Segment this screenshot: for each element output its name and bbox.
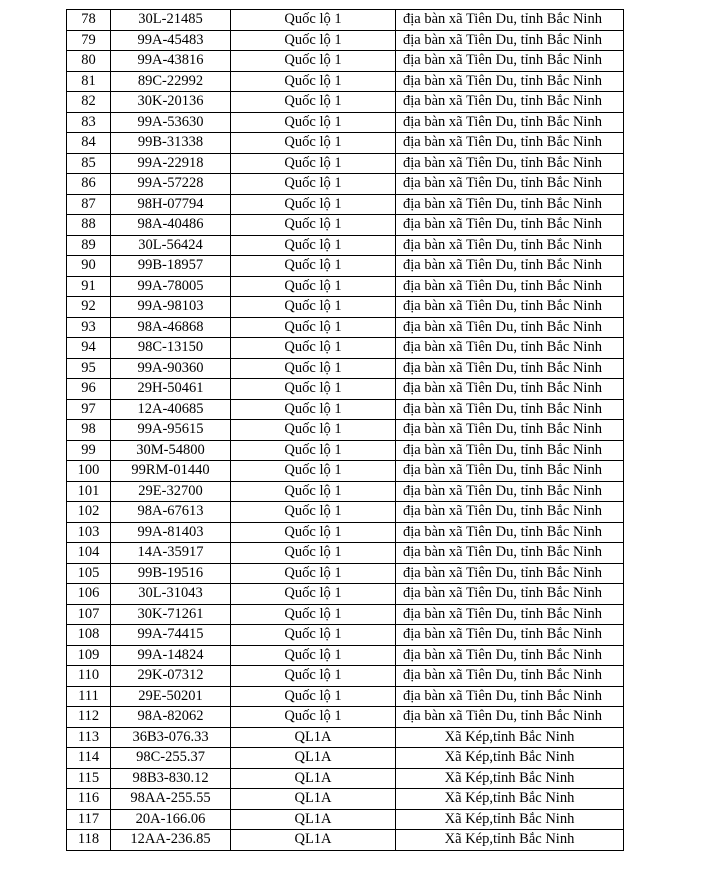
plate-cell: 99A-98103 [111,297,231,318]
plate-cell: 99B-18957 [111,256,231,277]
location-cell: địa bàn xã Tiên Du, tỉnh Bắc Ninh [396,297,624,318]
road-cell: Quốc lộ 1 [231,686,396,707]
road-cell: Quốc lộ 1 [231,604,396,625]
location-cell: địa bàn xã Tiên Du, tỉnh Bắc Ninh [396,10,624,31]
table-row [67,235,624,256]
road-cell: Quốc lộ 1 [231,625,396,646]
stt-cell: 113 [67,727,111,748]
location-cell: địa bàn xã Tiên Du, tỉnh Bắc Ninh [396,30,624,51]
road-cell: QL1A [231,748,396,769]
plate-cell: 12A-40685 [111,399,231,420]
stt-cell: 102 [67,502,111,523]
table-row [67,256,624,277]
location-cell: địa bàn xã Tiên Du, tỉnh Bắc Ninh [396,604,624,625]
stt-cell: 105 [67,563,111,584]
plate-cell: 99B-31338 [111,133,231,154]
table-row [67,625,624,646]
location-cell: địa bàn xã Tiên Du, tỉnh Bắc Ninh [396,707,624,728]
table-row [67,133,624,154]
location-cell: địa bàn xã Tiên Du, tỉnh Bắc Ninh [396,276,624,297]
road-cell: Quốc lộ 1 [231,10,396,31]
location-cell: địa bàn xã Tiên Du, tỉnh Bắc Ninh [396,686,624,707]
plate-cell: 29E-50201 [111,686,231,707]
table-row [67,748,624,769]
plate-cell: 99A-95615 [111,420,231,441]
stt-cell: 91 [67,276,111,297]
plate-cell: 99A-81403 [111,522,231,543]
table-row [67,399,624,420]
road-cell: Quốc lộ 1 [231,30,396,51]
plate-cell: 98C-255.37 [111,748,231,769]
table-row [67,379,624,400]
location-cell: địa bàn xã Tiên Du, tỉnh Bắc Ninh [396,502,624,523]
road-cell: QL1A [231,789,396,810]
table-row [67,338,624,359]
location-cell: địa bàn xã Tiên Du, tỉnh Bắc Ninh [396,358,624,379]
plate-cell: 98A-46868 [111,317,231,338]
stt-cell: 93 [67,317,111,338]
table-row [67,604,624,625]
plate-cell: 30L-31043 [111,584,231,605]
plate-cell: 30L-56424 [111,235,231,256]
location-cell: địa bàn xã Tiên Du, tỉnh Bắc Ninh [396,235,624,256]
road-cell: QL1A [231,809,396,830]
location-cell: địa bàn xã Tiên Du, tỉnh Bắc Ninh [396,543,624,564]
location-cell: địa bàn xã Tiên Du, tỉnh Bắc Ninh [396,584,624,605]
road-cell: Quốc lộ 1 [231,461,396,482]
road-cell: Quốc lộ 1 [231,543,396,564]
location-cell: địa bàn xã Tiên Du, tỉnh Bắc Ninh [396,563,624,584]
location-cell: địa bàn xã Tiên Du, tỉnh Bắc Ninh [396,256,624,277]
plate-cell: 99B-19516 [111,563,231,584]
location-cell: Xã Kép,tỉnh Bắc Ninh [396,768,624,789]
stt-cell: 92 [67,297,111,318]
road-cell: Quốc lộ 1 [231,584,396,605]
plate-cell: 98B3-830.12 [111,768,231,789]
location-cell: địa bàn xã Tiên Du, tỉnh Bắc Ninh [396,338,624,359]
violation-table [66,9,624,851]
table-row [67,543,624,564]
stt-cell: 97 [67,399,111,420]
location-cell: địa bàn xã Tiên Du, tỉnh Bắc Ninh [396,133,624,154]
table-row [67,71,624,92]
table-row [67,420,624,441]
table-row [67,51,624,72]
plate-cell: 98A-82062 [111,707,231,728]
table-row [67,358,624,379]
plate-cell: 99A-14824 [111,645,231,666]
location-cell: Xã Kép,tỉnh Bắc Ninh [396,789,624,810]
table-row [67,276,624,297]
table-row [67,727,624,748]
stt-cell: 109 [67,645,111,666]
location-cell: Xã Kép,tỉnh Bắc Ninh [396,748,624,769]
road-cell: Quốc lộ 1 [231,51,396,72]
location-cell: địa bàn xã Tiên Du, tỉnh Bắc Ninh [396,522,624,543]
road-cell: Quốc lộ 1 [231,666,396,687]
road-cell: Quốc lộ 1 [231,338,396,359]
table-row [67,92,624,113]
table-row [67,461,624,482]
table-row [67,317,624,338]
stt-cell: 84 [67,133,111,154]
plate-cell: 30L-21485 [111,10,231,31]
location-cell: Xã Kép,tỉnh Bắc Ninh [396,830,624,851]
plate-cell: 99A-78005 [111,276,231,297]
table-row [67,707,624,728]
location-cell: địa bàn xã Tiên Du, tỉnh Bắc Ninh [396,194,624,215]
location-cell: địa bàn xã Tiên Du, tỉnh Bắc Ninh [396,379,624,400]
table-row [67,563,624,584]
table-row [67,645,624,666]
table-row [67,809,624,830]
road-cell: Quốc lộ 1 [231,235,396,256]
location-cell: địa bàn xã Tiên Du, tỉnh Bắc Ninh [396,153,624,174]
road-cell: Quốc lộ 1 [231,153,396,174]
location-cell: địa bàn xã Tiên Du, tỉnh Bắc Ninh [396,399,624,420]
location-cell: địa bàn xã Tiên Du, tỉnh Bắc Ninh [396,215,624,236]
road-cell: Quốc lộ 1 [231,71,396,92]
stt-cell: 95 [67,358,111,379]
stt-cell: 115 [67,768,111,789]
stt-cell: 89 [67,235,111,256]
plate-cell: 99A-57228 [111,174,231,195]
stt-cell: 85 [67,153,111,174]
stt-cell: 108 [67,625,111,646]
stt-cell: 106 [67,584,111,605]
stt-cell: 86 [67,174,111,195]
stt-cell: 81 [67,71,111,92]
plate-cell: 29K-07312 [111,666,231,687]
location-cell: địa bàn xã Tiên Du, tỉnh Bắc Ninh [396,174,624,195]
stt-cell: 111 [67,686,111,707]
table-row [67,112,624,133]
table-row [67,30,624,51]
table-row [67,768,624,789]
table-row [67,440,624,461]
location-cell: địa bàn xã Tiên Du, tỉnh Bắc Ninh [396,645,624,666]
road-cell: Quốc lộ 1 [231,502,396,523]
table-row [67,215,624,236]
road-cell: Quốc lộ 1 [231,440,396,461]
stt-cell: 110 [67,666,111,687]
plate-cell: 29H-50461 [111,379,231,400]
location-cell: địa bàn xã Tiên Du, tỉnh Bắc Ninh [396,625,624,646]
plate-cell: 30M-54800 [111,440,231,461]
table-row [67,481,624,502]
plate-cell: 98H-07794 [111,194,231,215]
stt-cell: 117 [67,809,111,830]
location-cell: địa bàn xã Tiên Du, tỉnh Bắc Ninh [396,317,624,338]
road-cell: Quốc lộ 1 [231,399,396,420]
plate-cell: 36B3-076.33 [111,727,231,748]
road-cell: Quốc lộ 1 [231,276,396,297]
plate-cell: 98A-40486 [111,215,231,236]
stt-cell: 94 [67,338,111,359]
table-row [67,297,624,318]
plate-cell: 99RM-01440 [111,461,231,482]
stt-cell: 79 [67,30,111,51]
location-cell: Xã Kép,tỉnh Bắc Ninh [396,809,624,830]
road-cell: Quốc lộ 1 [231,481,396,502]
plate-cell: 12AA-236.85 [111,830,231,851]
road-cell: Quốc lộ 1 [231,420,396,441]
road-cell: Quốc lộ 1 [231,707,396,728]
road-cell: Quốc lộ 1 [231,133,396,154]
table-row [67,830,624,851]
road-cell: Quốc lộ 1 [231,174,396,195]
table-row [67,666,624,687]
road-cell: Quốc lộ 1 [231,112,396,133]
table-row [67,153,624,174]
plate-cell: 20A-166.06 [111,809,231,830]
table-row [67,789,624,810]
location-cell: địa bàn xã Tiên Du, tỉnh Bắc Ninh [396,112,624,133]
plate-cell: 99A-53630 [111,112,231,133]
road-cell: Quốc lộ 1 [231,358,396,379]
road-cell: Quốc lộ 1 [231,92,396,113]
stt-cell: 100 [67,461,111,482]
location-cell: địa bàn xã Tiên Du, tỉnh Bắc Ninh [396,92,624,113]
road-cell: Quốc lộ 1 [231,563,396,584]
stt-cell: 87 [67,194,111,215]
stt-cell: 88 [67,215,111,236]
location-cell: địa bàn xã Tiên Du, tỉnh Bắc Ninh [396,420,624,441]
stt-cell: 118 [67,830,111,851]
table-row [67,584,624,605]
table-row [67,522,624,543]
road-cell: Quốc lộ 1 [231,645,396,666]
plate-cell: 89C-22992 [111,71,231,92]
stt-cell: 107 [67,604,111,625]
stt-cell: 80 [67,51,111,72]
stt-cell: 112 [67,707,111,728]
plate-cell: 14A-35917 [111,543,231,564]
road-cell: Quốc lộ 1 [231,256,396,277]
table-row [67,10,624,31]
road-cell: Quốc lộ 1 [231,317,396,338]
road-cell: QL1A [231,727,396,748]
plate-cell: 99A-22918 [111,153,231,174]
plate-cell: 29E-32700 [111,481,231,502]
plate-cell: 99A-45483 [111,30,231,51]
road-cell: Quốc lộ 1 [231,522,396,543]
table-row [67,174,624,195]
plate-cell: 99A-74415 [111,625,231,646]
stt-cell: 103 [67,522,111,543]
plate-cell: 98AA-255.55 [111,789,231,810]
table-row [67,686,624,707]
stt-cell: 98 [67,420,111,441]
plate-cell: 99A-43816 [111,51,231,72]
road-cell: QL1A [231,830,396,851]
location-cell: địa bàn xã Tiên Du, tỉnh Bắc Ninh [396,666,624,687]
location-cell: địa bàn xã Tiên Du, tỉnh Bắc Ninh [396,51,624,72]
road-cell: Quốc lộ 1 [231,379,396,400]
plate-cell: 98A-67613 [111,502,231,523]
stt-cell: 114 [67,748,111,769]
stt-cell: 96 [67,379,111,400]
stt-cell: 90 [67,256,111,277]
stt-cell: 83 [67,112,111,133]
stt-cell: 99 [67,440,111,461]
road-cell: Quốc lộ 1 [231,297,396,318]
plate-cell: 99A-90360 [111,358,231,379]
road-cell: Quốc lộ 1 [231,215,396,236]
stt-cell: 101 [67,481,111,502]
stt-cell: 104 [67,543,111,564]
location-cell: địa bàn xã Tiên Du, tỉnh Bắc Ninh [396,481,624,502]
road-cell: Quốc lộ 1 [231,194,396,215]
location-cell: địa bàn xã Tiên Du, tỉnh Bắc Ninh [396,71,624,92]
table-row [67,194,624,215]
table-row [67,502,624,523]
plate-cell: 30K-20136 [111,92,231,113]
stt-cell: 78 [67,10,111,31]
location-cell: địa bàn xã Tiên Du, tỉnh Bắc Ninh [396,461,624,482]
location-cell: Xã Kép,tỉnh Bắc Ninh [396,727,624,748]
stt-cell: 82 [67,92,111,113]
plate-cell: 98C-13150 [111,338,231,359]
location-cell: địa bàn xã Tiên Du, tỉnh Bắc Ninh [396,440,624,461]
plate-cell: 30K-71261 [111,604,231,625]
table-body [67,10,624,851]
road-cell: QL1A [231,768,396,789]
stt-cell: 116 [67,789,111,810]
